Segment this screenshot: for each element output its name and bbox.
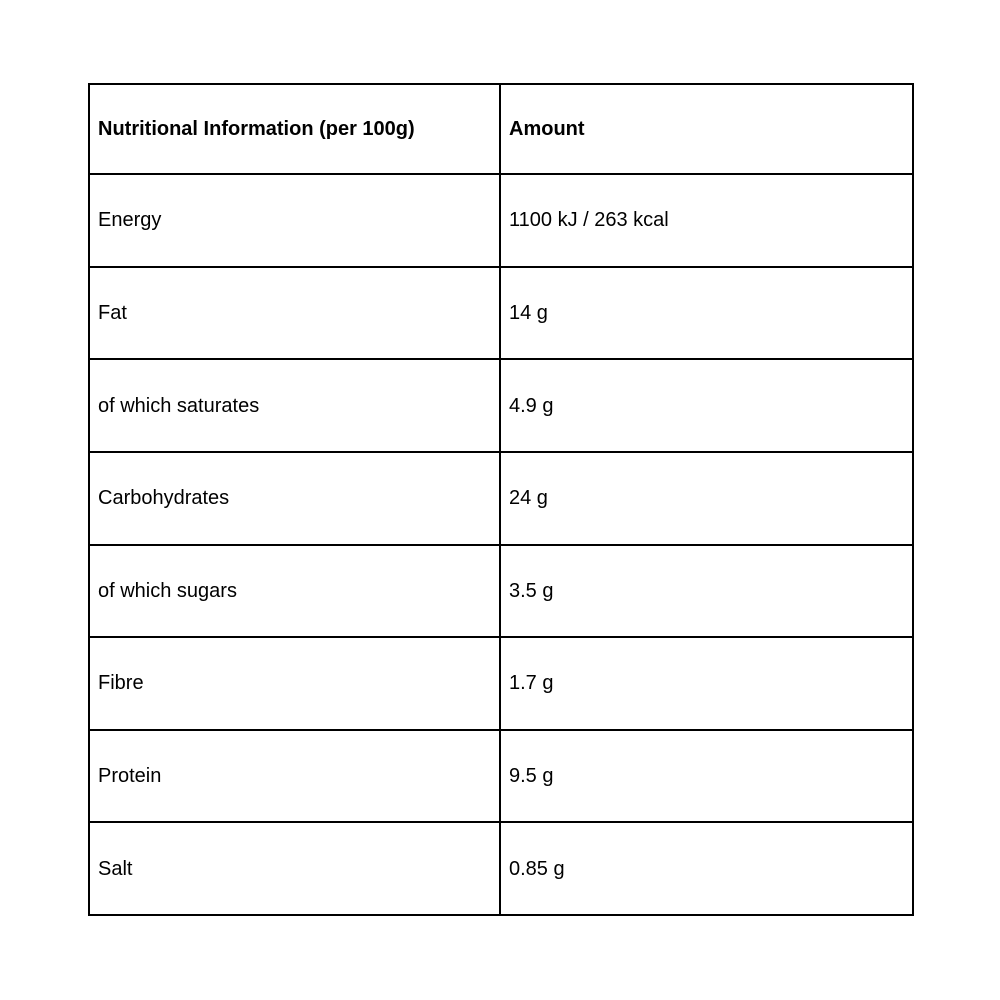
table-row xyxy=(89,730,913,823)
nutrient-cell: Carbohydrates xyxy=(89,452,500,545)
table-row xyxy=(89,545,913,638)
amount-cell: 1.7 g xyxy=(500,637,913,730)
table-row xyxy=(89,637,913,730)
nutrient-cell: Salt xyxy=(89,822,500,915)
table-row xyxy=(89,267,913,360)
amount-cell: 4.9 g xyxy=(500,359,913,452)
amount-cell: 1100 kJ / 263 kcal xyxy=(500,174,913,267)
table-row xyxy=(89,452,913,545)
nutrient-cell: Fibre xyxy=(89,637,500,730)
header-nutrient: Nutritional Information (per 100g) xyxy=(89,84,500,174)
nutrition-table xyxy=(88,83,914,916)
amount-cell: 24 g xyxy=(500,452,913,545)
nutrient-cell: Protein xyxy=(89,730,500,823)
nutrient-cell: of which saturates xyxy=(89,359,500,452)
table-row xyxy=(89,174,913,267)
nutrient-cell: Energy xyxy=(89,174,500,267)
header-amount: Amount xyxy=(500,84,913,174)
amount-cell: 14 g xyxy=(500,267,913,360)
table-row xyxy=(89,822,913,915)
table-body xyxy=(89,174,913,915)
amount-cell: 3.5 g xyxy=(500,545,913,638)
table-header xyxy=(89,84,913,174)
table-row xyxy=(89,359,913,452)
amount-cell: 0.85 g xyxy=(500,822,913,915)
nutrient-cell: Fat xyxy=(89,267,500,360)
header-row xyxy=(89,84,913,174)
nutrient-cell: of which sugars xyxy=(89,545,500,638)
amount-cell: 9.5 g xyxy=(500,730,913,823)
